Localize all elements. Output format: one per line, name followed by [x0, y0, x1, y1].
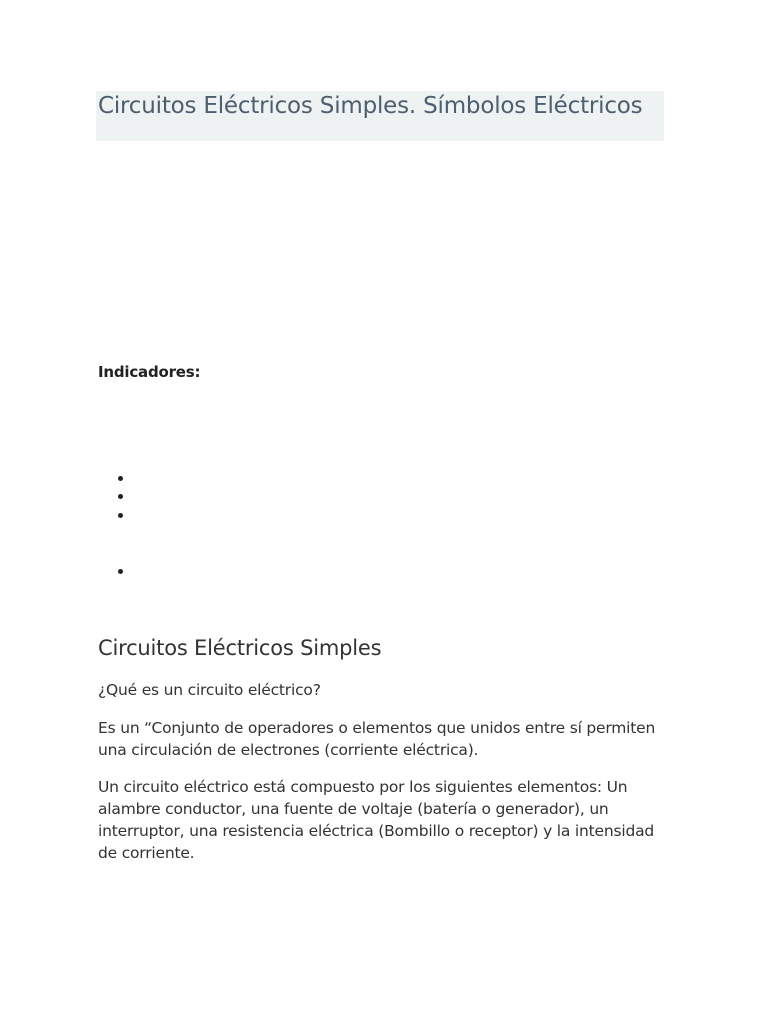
page-title: Circuitos Eléctricos Simples. Símbolos Eléctricos — [98, 93, 643, 119]
section-title: Circuitos Eléctricos Simples — [98, 636, 382, 660]
paragraph-components: Un circuito eléctrico está compuesto por los siguientes elementos: Un alambre conductor, una fuente de voltaje (batería o generador), un interruptor, una resistencia eléctrica (Bombillo o receptor) y la intensidad de corriente. — [98, 778, 655, 862]
list-bullet — [118, 569, 123, 574]
paragraph-definition: Es un “Conjunto de operadores o elementos que unidos entre sí permiten una circulación de electrones (corriente eléctrica). — [98, 719, 656, 759]
title-banner — [96, 91, 664, 141]
paragraph-question: ¿Qué es un circuito eléctrico? — [98, 681, 321, 699]
list-bullet — [118, 513, 123, 518]
list-bullet — [118, 494, 123, 499]
list-bullet — [118, 476, 123, 481]
indicators-label: Indicadores: — [98, 363, 201, 381]
